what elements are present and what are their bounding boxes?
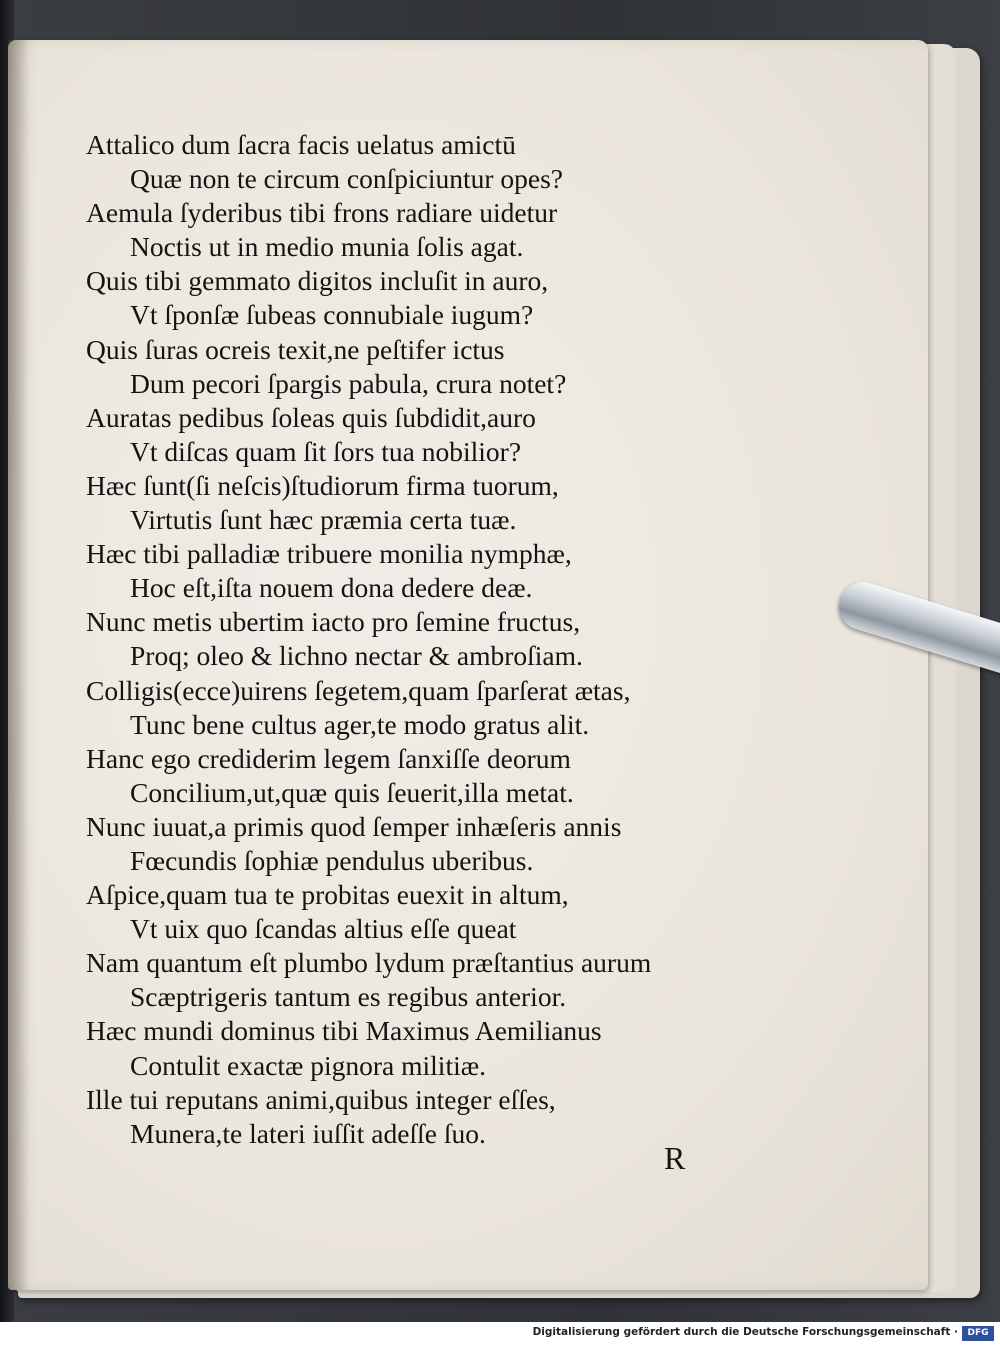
verse-line: Aemula ſyderibus tibi frons radiare uidetur bbox=[86, 197, 558, 229]
verse-line: Scæptrigeris tantum es regibus anterior. bbox=[130, 981, 567, 1013]
verse-line: Nunc metis ubertim iacto pro ſemine fructus, bbox=[86, 606, 581, 638]
verse-line: Colligis(ecce)uirens ſegetem,quam ſparſerat ætas, bbox=[86, 674, 631, 706]
verse-line: Contulit exactæ pignora militiæ. bbox=[130, 1049, 486, 1081]
verse-line: Hæc mundi dominus tibi Maximus Aemilianus bbox=[86, 1015, 602, 1047]
verse-line: Hanc ego crediderim legem ſanxiſſe deorum bbox=[86, 742, 571, 774]
poem-text bbox=[86, 128, 726, 1151]
verse-line: Concilium,ut,quæ quis ſeuerit,illa metat. bbox=[130, 776, 574, 808]
verse-line: Dum pecori ſpargis pabula, crura notet? bbox=[130, 367, 567, 399]
verse-line: Nunc iuuat,a primis quod ſemper inhæſeris annis bbox=[86, 810, 622, 842]
verse-line: Quæ non te circum conſpiciuntur opes? bbox=[130, 163, 564, 195]
verse-line: Hæc tibi palladiæ tribuere monilia nymphæ, bbox=[86, 538, 572, 570]
verse-line: Fœcundis ſophiæ pendulus uberibus. bbox=[130, 844, 534, 876]
verse-line: Quis ſuras ocreis texit,ne peſtifer ictus bbox=[86, 333, 505, 365]
verse-line: Proq; oleo & lichno nectar & ambroſiam. bbox=[130, 640, 583, 672]
verse-line: Noctis ut in medio munia ſolis agat. bbox=[130, 231, 524, 263]
verse-line: Quis tibi gemmato digitos incluſit in auro, bbox=[86, 265, 549, 297]
catchword: R bbox=[664, 1140, 686, 1176]
verse-line: Nam quantum eſt plumbo lydum præſtantius aurum bbox=[86, 947, 652, 979]
footer-bar bbox=[0, 1322, 1000, 1346]
verse-line: Vt ſponſæ ſubeas connubiale iugum? bbox=[130, 299, 534, 331]
dfg-logo-icon: DFG bbox=[962, 1326, 994, 1341]
verse-line: Attalico dum ſacra facis uelatus amictū bbox=[86, 129, 516, 160]
verse-line: Ille tui reputans animi,quibus integer eſſes, bbox=[86, 1083, 556, 1115]
show-through-text bbox=[700, 130, 900, 1170]
verse-line: Virtutis ſunt hæc præmia certa tuæ. bbox=[130, 504, 517, 536]
verse-line: Vt diſcas quam ſit ſors tua nobilior? bbox=[130, 435, 522, 467]
verse-line: Tunc bene cultus ager,te modo gratus alit. bbox=[130, 708, 590, 740]
page-gutter-shadow bbox=[8, 40, 30, 1290]
verse-line: Hoc eſt,iſta nouem dona dedere deæ. bbox=[130, 572, 533, 604]
verse-line: Munera,te lateri iuſſit adeſſe ſuo. bbox=[130, 1117, 486, 1149]
verse-line: Vt uix quo ſcandas altius eſſe queat bbox=[130, 913, 517, 945]
verse-line: Auratas pedibus ſoleas quis ſubdidit,auro bbox=[86, 401, 536, 433]
footer-credit: Digitalisierung gefördert durch die Deutsche Forschungsgemeinschaft · bbox=[532, 1326, 958, 1338]
verse-line: Aſpice,quam tua te probitas euexit in altum, bbox=[86, 879, 569, 911]
verse-line: Hæc ſunt(ſi neſcis)ſtudiorum firma tuorum, bbox=[86, 469, 559, 501]
